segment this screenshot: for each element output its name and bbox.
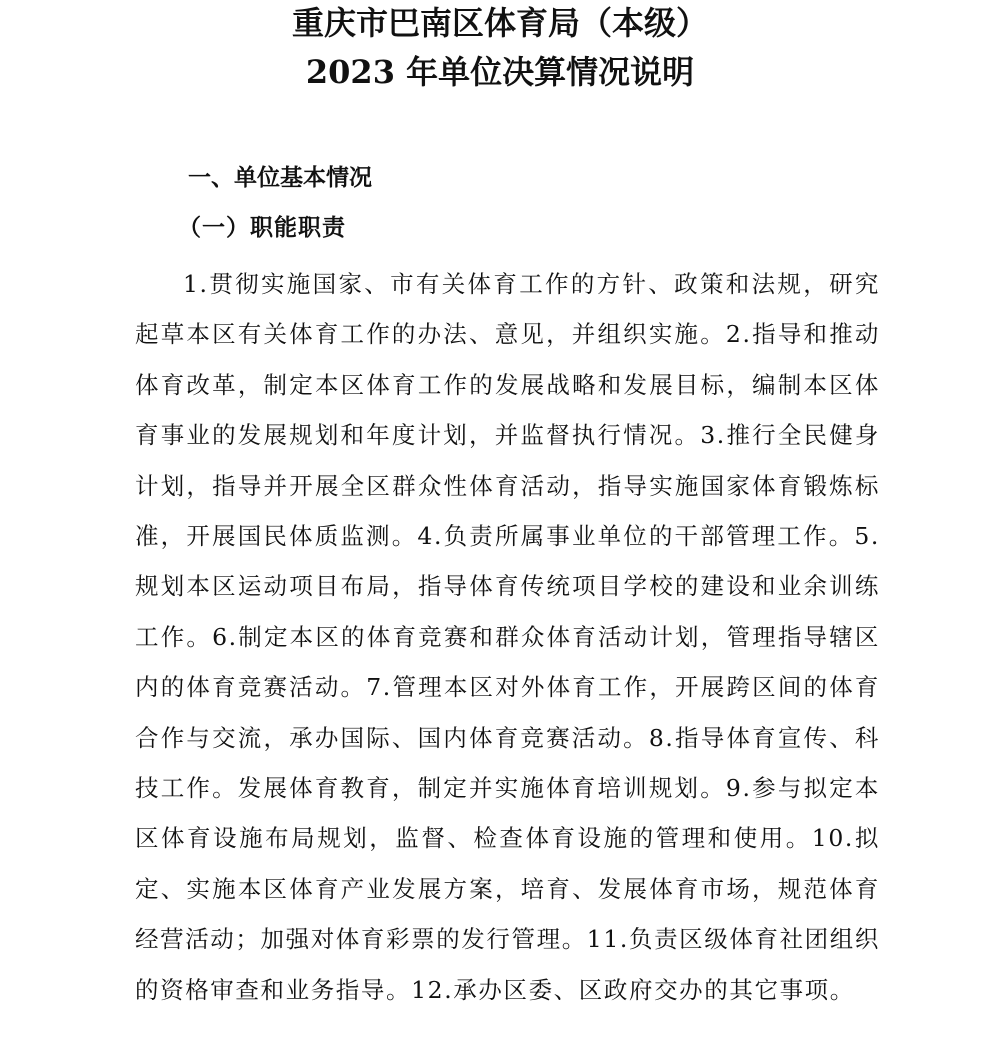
body-paragraph: 1.贯彻实施国家、市有关体育工作的方针、政策和法规，研究起草本区有关体育工作的办法、意见，并组织实施。2.指导和推动体育改革，制定本区体育工作的发展战略和发展目标，编制本区体育事业的发展规划和年度计划，并监督执行情况。3.推行全民健身计划，指导并开展全区群众性体育活动，指导实施国家体育锻炼标准，开展国民体质监测。4.负责所属事业单位的干部管理工作。5.规划本区运动项目布局，指导体育传统项目学校的建设和业余训练工作。6.制定本区的体育竞赛和群众体育活动计划，管理指导辖区内的体育竞赛活动。7.管理本区对外体育工作，开展跨区间的体育合作与交流，承办国际、国内体育竞赛活动。8.指导体育宣传、科技工作。发展体育教育，制定并实施体育培训规划。9.参与拟定本区体育设施布局规划，监督、检查体育设施的管理和使用。10.拟定、实施本区体育产业发展方案，培育、发展体育市场，规范体育经营活动；加强对体育彩票的发行管理。11.负责区级体育社团组织的资格审查和业务指导。12.承办区委、区政府交办的其它事项。 bbox=[135, 270, 880, 1004]
document-title-line-2: 2023 年单位决算情况说明 bbox=[305, 53, 695, 91]
subsection-heading: （一）职能职责 bbox=[178, 214, 346, 241]
document-title-line-1: 重庆市巴南区体育局（本级） bbox=[291, 4, 708, 42]
section-heading: 一、单位基本情况 bbox=[188, 165, 372, 191]
